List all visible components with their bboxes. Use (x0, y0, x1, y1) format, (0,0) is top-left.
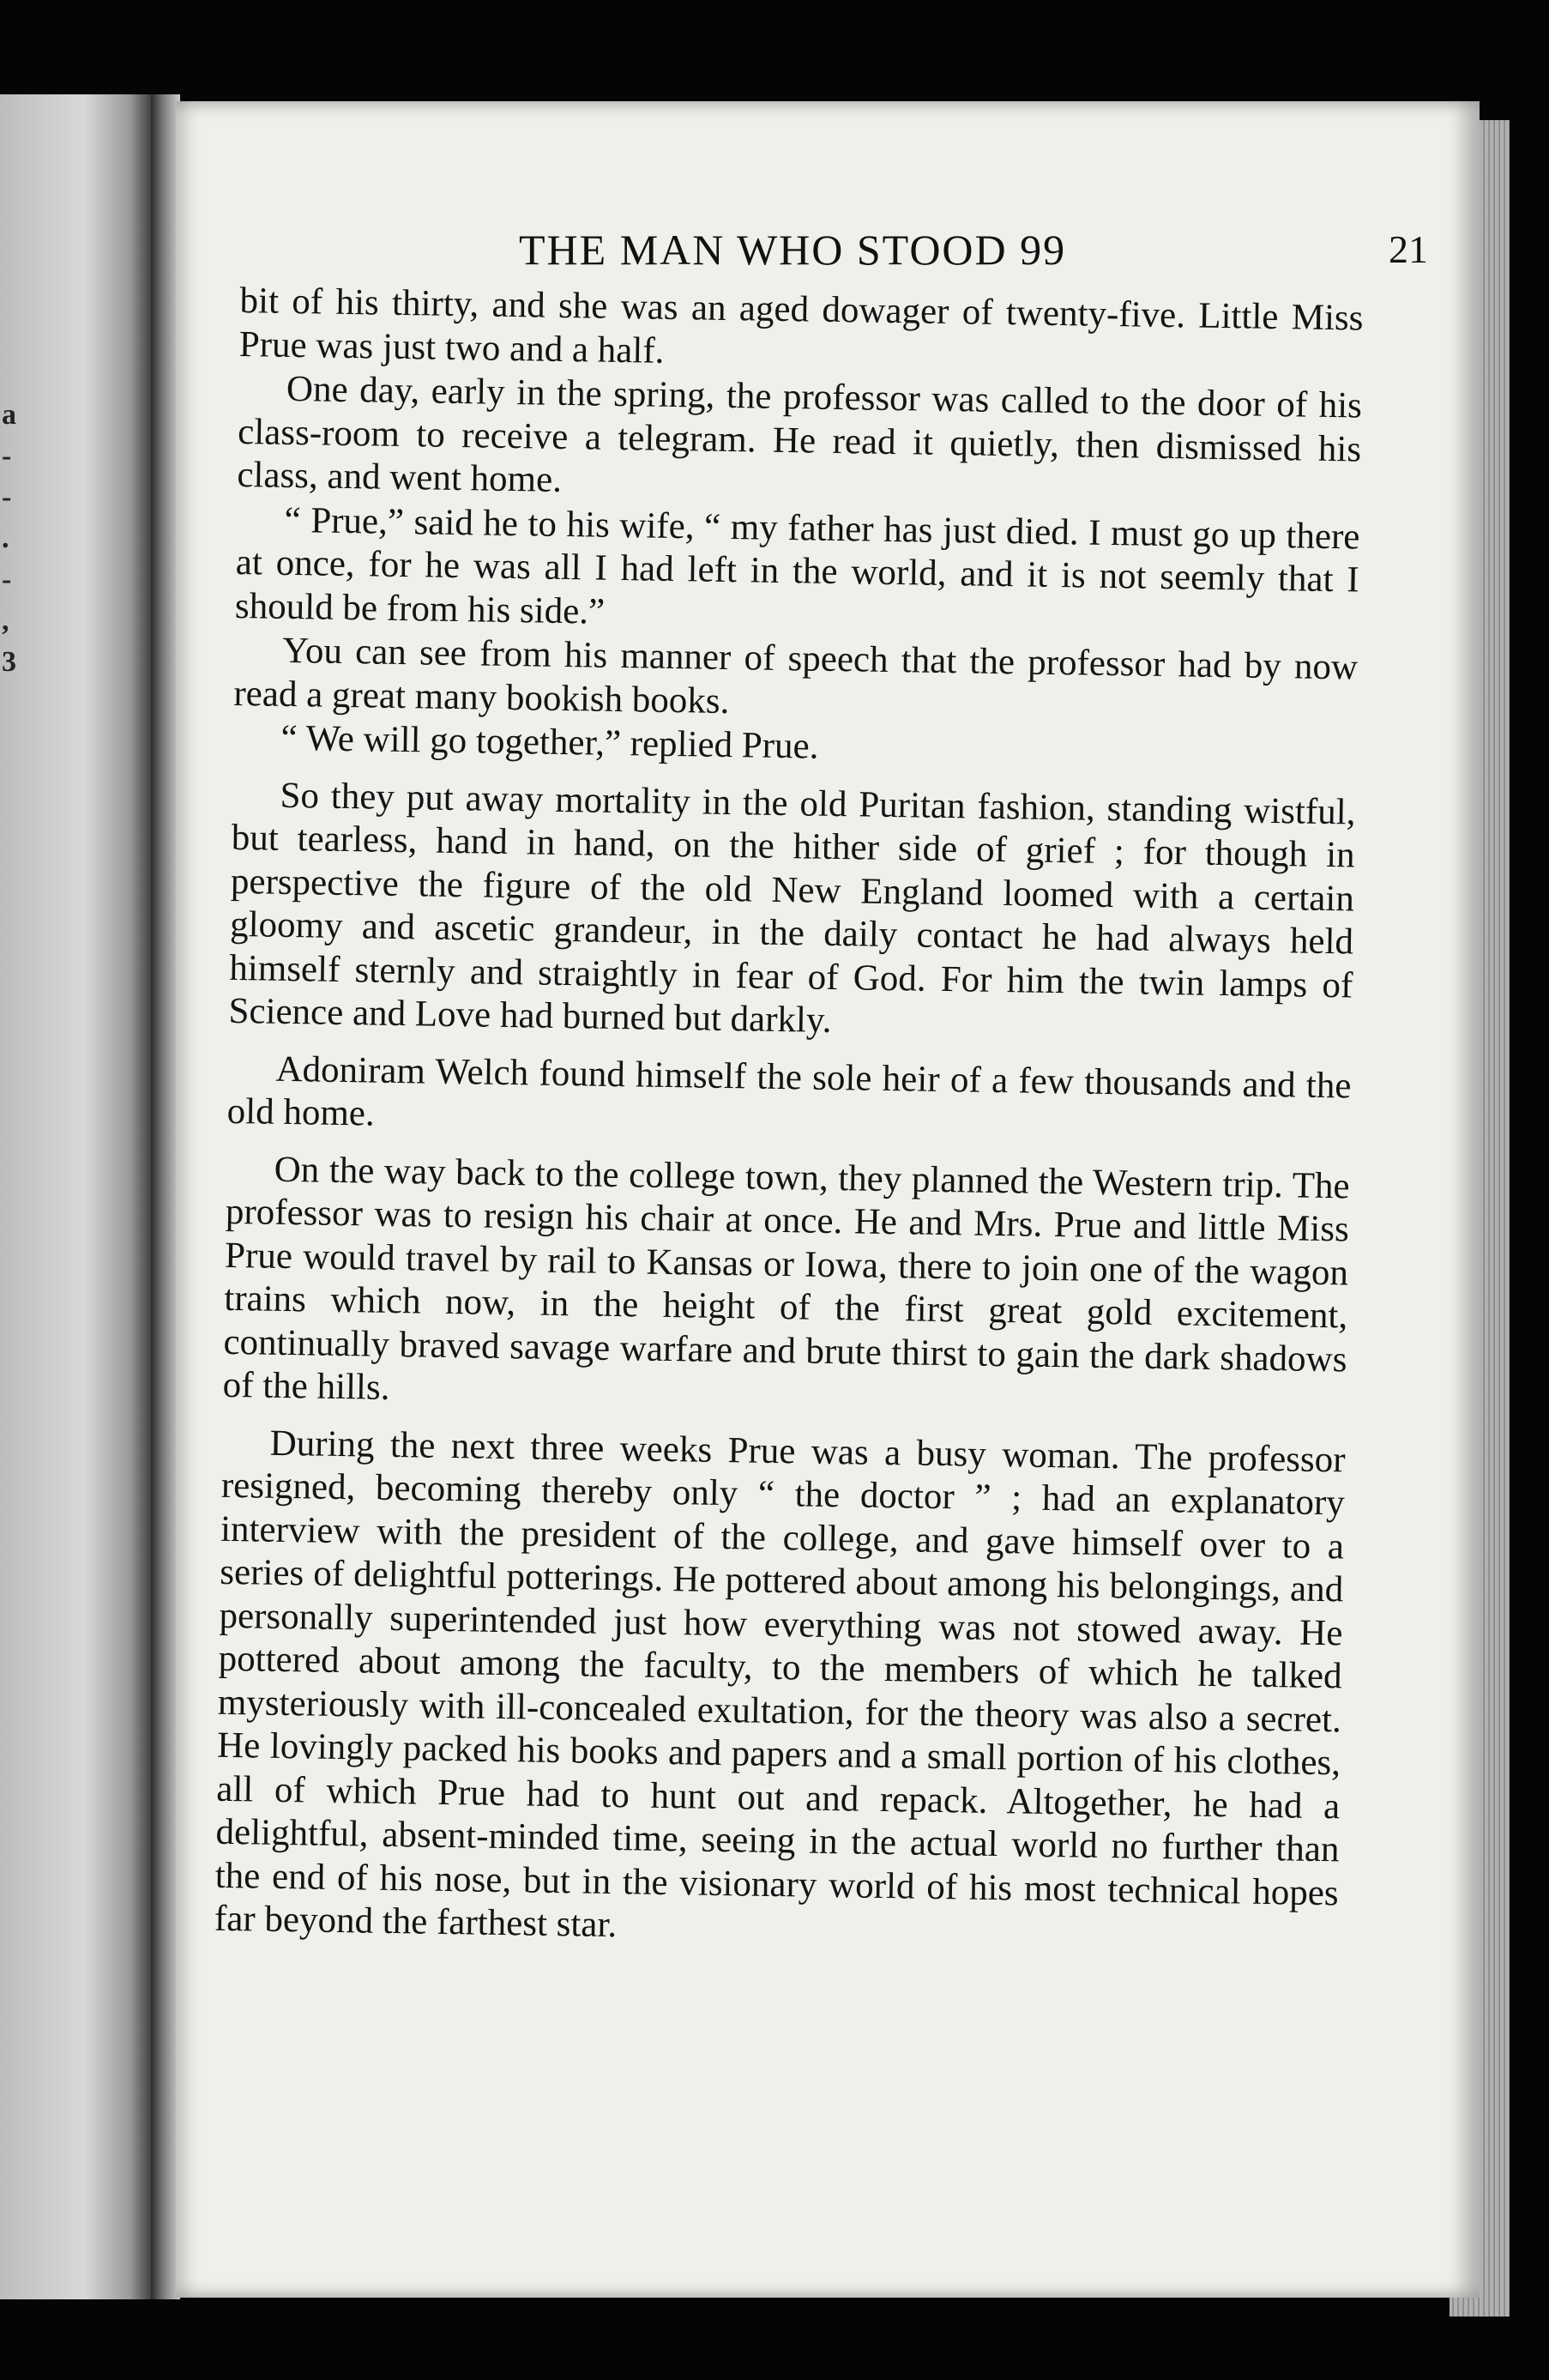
book-page (176, 101, 1480, 2298)
paragraph: “ We will go together,” replied Prue. (280, 717, 819, 767)
page-header (176, 220, 1480, 280)
facing-page-edge (0, 94, 153, 2299)
paragraph: During the next three weeks Prue was a busy woman. The professor resigned, becoming thereby only “ the doctor ” ; had an explanatory interview with the president of the college, and gave himself over to a series of delightful potterings. He pottered about among his belongings, and personally superintended just how everything was not stowed away. He pottered about among the faculty, to the members of which he talked mysteriously with ill-concealed exultation, for the theory was also a secret. He lovingly packed his books and papers and a small portion of his clothes, all of which Prue had to hunt out and repack. Altogether, he had a delightful, absent-minded time, seeing in the actual world no further than the end of his nose, but in the visionary world of his most technical hopes far beyond the farthest star. (214, 1423, 1346, 1946)
facing-page-marks: a - - . - , 3 (2, 399, 16, 678)
page-number: 21 (1389, 227, 1428, 271)
body-text (214, 280, 1364, 1959)
paragraph: Adoniram Welch found himself the sole heir of a few thousands and the old home. (226, 1048, 1352, 1134)
paragraph: On the way back to the college town, they planned the Western trip. The professor was to resign his chair at once. He and Mrs. Prue and little Miss Prue would travel by rail to Kansas or Iowa, there to join one of the wagon trains which now, in the height of the first great gold excitement, continually braved savage warfare and brute thirst to gain the dark shadows of the hills. (222, 1149, 1350, 1408)
running-title: THE MAN WHO STOOD 99 (519, 226, 1067, 274)
paragraph: “ Prue,” said he to his wife, “ my father has just died. I must go up there at once, for he was all I had left in the world, and it is not seemly that I should be from his side.” (234, 499, 1360, 632)
paragraph: You can see from his manner of speech that the professor had by now read a great many bookish books. (233, 630, 1359, 722)
paragraph: So they put away mortality in the old Puritan fashion, standing wistful, but tearless, hand in hand, on the hither side of grief ; for though in perspective the figure of the old New England loomed with a certain gloomy and ascetic grandeur, in the daily contact he had always held himself sternly and straightly in fear of God. For him the twin lamps of Science and Love had burned but darkly. (228, 775, 1356, 1041)
paragraph: bit of his thirty, and she was an aged dowager of twenty-five. Little Miss Prue was just two and a half. (238, 280, 1364, 371)
paragraph: One day, early in the spring, the professor was called to the door of his class-room to receive a telegram. He read it quietly, then dismissed his class, and went home. (237, 368, 1363, 500)
